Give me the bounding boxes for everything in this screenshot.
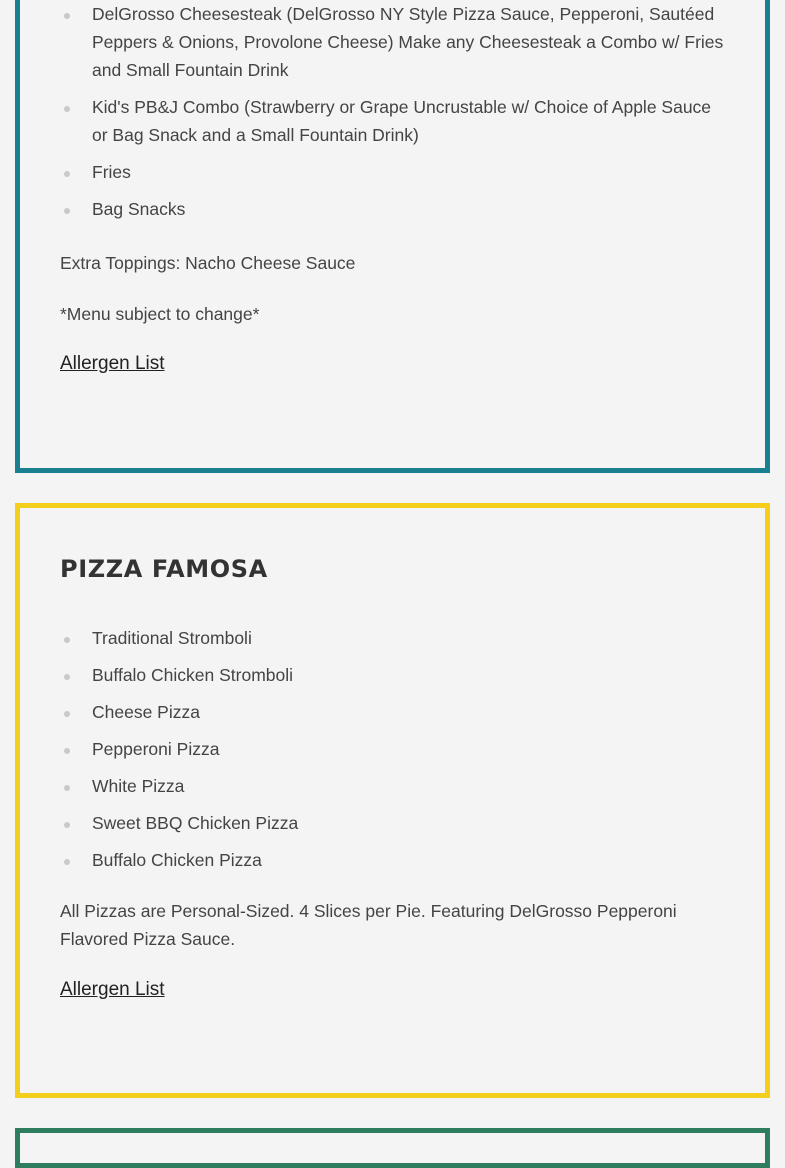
list-item xyxy=(60,195,729,223)
bullet-icon xyxy=(64,711,70,717)
bullet-icon xyxy=(64,106,70,112)
menu-item-label: Buffalo Chicken Pizza xyxy=(92,850,262,870)
bullet-icon xyxy=(64,13,70,19)
allergen-list-link[interactable]: Allergen List xyxy=(60,979,165,1000)
list-item xyxy=(60,698,729,726)
menu-section-snacks xyxy=(15,0,770,473)
bullet-icon xyxy=(64,859,70,865)
bullet-icon xyxy=(64,171,70,177)
bullet-icon xyxy=(64,208,70,214)
menu-item-label: Buffalo Chicken Stromboli xyxy=(92,665,294,685)
bullet-icon xyxy=(64,748,70,754)
list-item xyxy=(60,735,729,763)
menu-disclaimer: *Menu subject to change* xyxy=(60,304,260,324)
list-item xyxy=(60,809,729,837)
menu-item-label: White Pizza xyxy=(92,776,185,796)
menu-item-label: Fries xyxy=(92,162,131,182)
list-item xyxy=(60,772,729,800)
menu-item-label: Kid's PB&J Combo (Strawberry or Grape Uncrustable w/ Choice of Apple Sauce or Bag Snack and a Small Fountain Drink) xyxy=(92,97,712,145)
bullet-icon xyxy=(64,785,70,791)
menu-item-label: Sweet BBQ Chicken Pizza xyxy=(92,813,299,833)
bullet-icon xyxy=(64,822,70,828)
allergen-list-link[interactable]: Allergen List xyxy=(60,353,165,374)
menu-item-list xyxy=(60,0,729,232)
menu-section-pizza-famosa xyxy=(15,503,770,1098)
extra-toppings-note: Extra Toppings: Nacho Cheese Sauce xyxy=(60,253,356,273)
menu-item-label: DelGrosso Cheesesteak (DelGrosso NY Style Pizza Sauce, Pepperoni, Sautéed Peppers & Onions, Provolone Cheese) Make any Cheesesteak a Combo w/ Fries and Small Fountain Drink xyxy=(92,4,724,80)
bullet-icon xyxy=(64,674,70,680)
list-item xyxy=(60,93,729,149)
menu-item-label: Cheese Pizza xyxy=(92,702,200,722)
menu-item-label: Traditional Stromboli xyxy=(92,628,252,648)
bullet-icon xyxy=(64,637,70,643)
pizza-note: All Pizzas are Personal-Sized. 4 Slices per Pie. Featuring DelGrosso Pepperoni Flavored Pizza Sauce. xyxy=(60,901,677,949)
list-item xyxy=(60,661,729,689)
list-item xyxy=(60,0,729,84)
menu-item-label: Bag Snacks xyxy=(92,199,186,219)
section-title: PIZZA FAMOSA xyxy=(60,555,268,583)
menu-section-next xyxy=(15,1128,770,1168)
list-item xyxy=(60,624,729,652)
menu-item-label: Pepperoni Pizza xyxy=(92,739,220,759)
list-item xyxy=(60,846,729,874)
list-item xyxy=(60,158,729,186)
menu-item-list xyxy=(60,624,729,883)
